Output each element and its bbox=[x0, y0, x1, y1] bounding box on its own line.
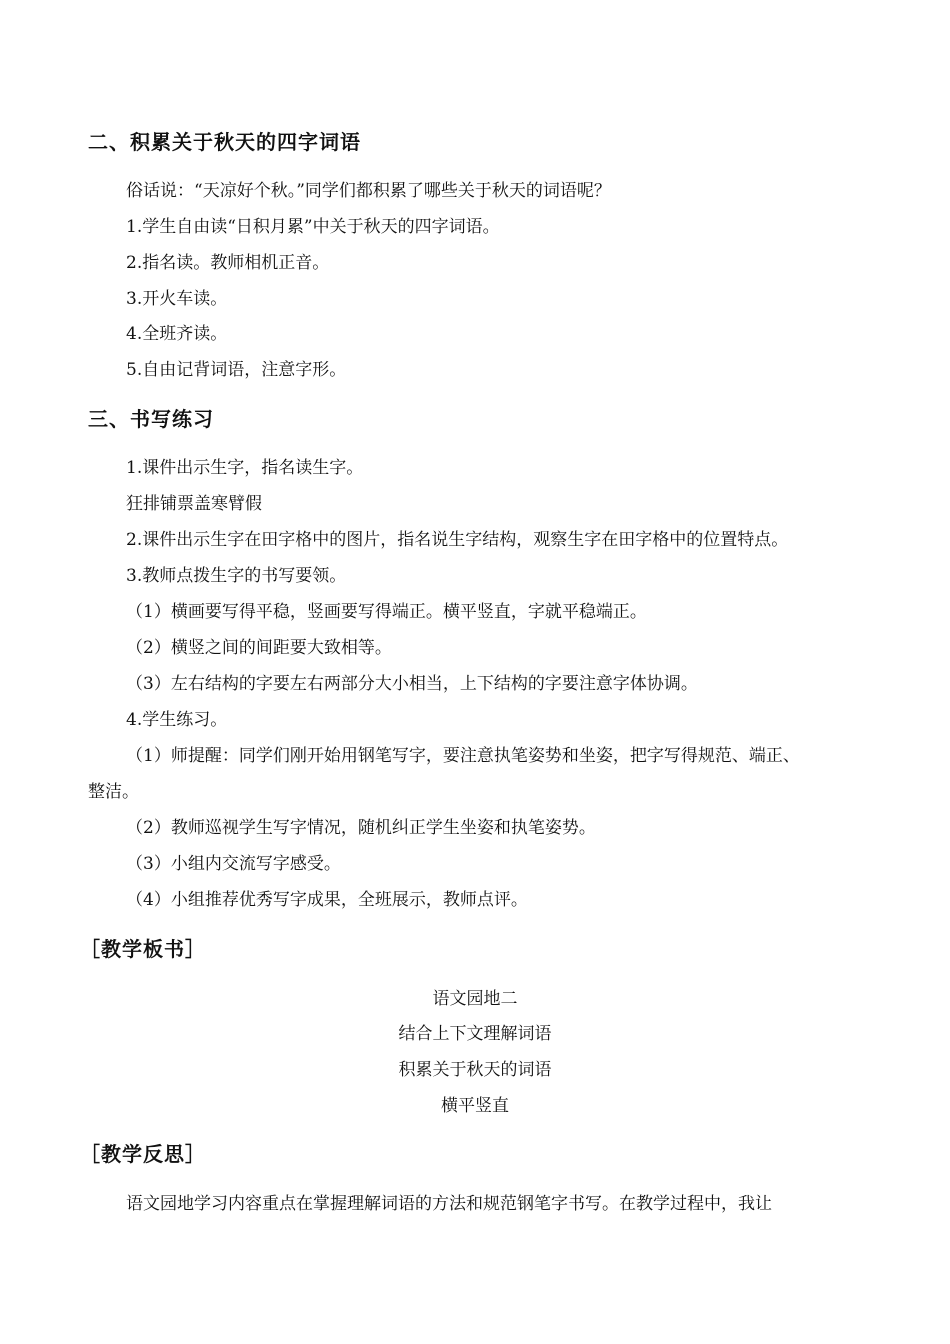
practice-item: （3）小组内交流写字感受。 bbox=[126, 854, 341, 874]
section-3-step-1: 1.课件出示生字，指名读生字。 bbox=[126, 458, 364, 478]
section-2-heading: 二、积累关于秋天的四字词语 bbox=[88, 130, 361, 154]
practice-item: （4）小组推荐优秀写字成果，全班展示，教师点评。 bbox=[126, 890, 528, 910]
section-3-step-3: 3.教师点拨生字的书写要领。 bbox=[126, 566, 347, 586]
reflection-heading: ［教学反思］ bbox=[80, 1142, 206, 1166]
writing-tip: （2）横竖之间的间距要大致相等。 bbox=[126, 638, 392, 658]
writing-tip: （3）左右结构的字要左右两部分大小相当，上下结构的字要注意字体协调。 bbox=[126, 674, 698, 694]
section-2-step: 4.全班齐读。 bbox=[126, 324, 228, 344]
section-2-step: 5.自由记背词语，注意字形。 bbox=[126, 360, 347, 380]
writing-tip: （1）横画要写得平稳，竖画要写得端正。横平竖直，字就平稳端正。 bbox=[126, 602, 647, 622]
practice-reminder-line-2: 整洁。 bbox=[88, 782, 139, 802]
section-3-step-4: 4.学生练习。 bbox=[126, 710, 228, 730]
section-2-step: 3.开火车读。 bbox=[126, 289, 228, 309]
section-2-step: 1.学生自由读“日积月累”中关于秋天的四字词语。 bbox=[126, 217, 500, 237]
section-3-step-2: 2.课件出示生字在田字格中的图片，指名说生字结构，观察生字在田字格中的位置特点。 bbox=[126, 530, 789, 550]
reflection-text: 语文园地学习内容重点在掌握理解词语的方法和规范钢笔字书写。在教学过程中，我让 bbox=[126, 1194, 772, 1214]
practice-item: （2）教师巡视学生写字情况，随机纠正学生坐姿和执笔姿势。 bbox=[126, 818, 596, 838]
section-3-heading: 三、书写练习 bbox=[88, 407, 214, 431]
practice-reminder-line-1: （1）师提醒：同学们刚开始用钢笔写字，要注意执笔姿势和坐姿，把字写得规范、端正、 bbox=[126, 746, 800, 766]
new-characters-list: 狂排铺票盖寒臂假 bbox=[126, 494, 262, 514]
section-2-step: 2.指名读。教师相机正音。 bbox=[126, 253, 330, 273]
board-line: 结合上下文理解词语 bbox=[398, 1024, 552, 1044]
board-line: 积累关于秋天的词语 bbox=[398, 1060, 552, 1080]
board-line: 语文园地二 bbox=[432, 989, 518, 1009]
section-2-intro: 俗话说：“天凉好个秋。”同学们都积累了哪些关于秋天的词语呢？ bbox=[126, 181, 611, 201]
board-heading: ［教学板书］ bbox=[80, 937, 206, 961]
board-line: 横平竖直 bbox=[441, 1096, 509, 1116]
